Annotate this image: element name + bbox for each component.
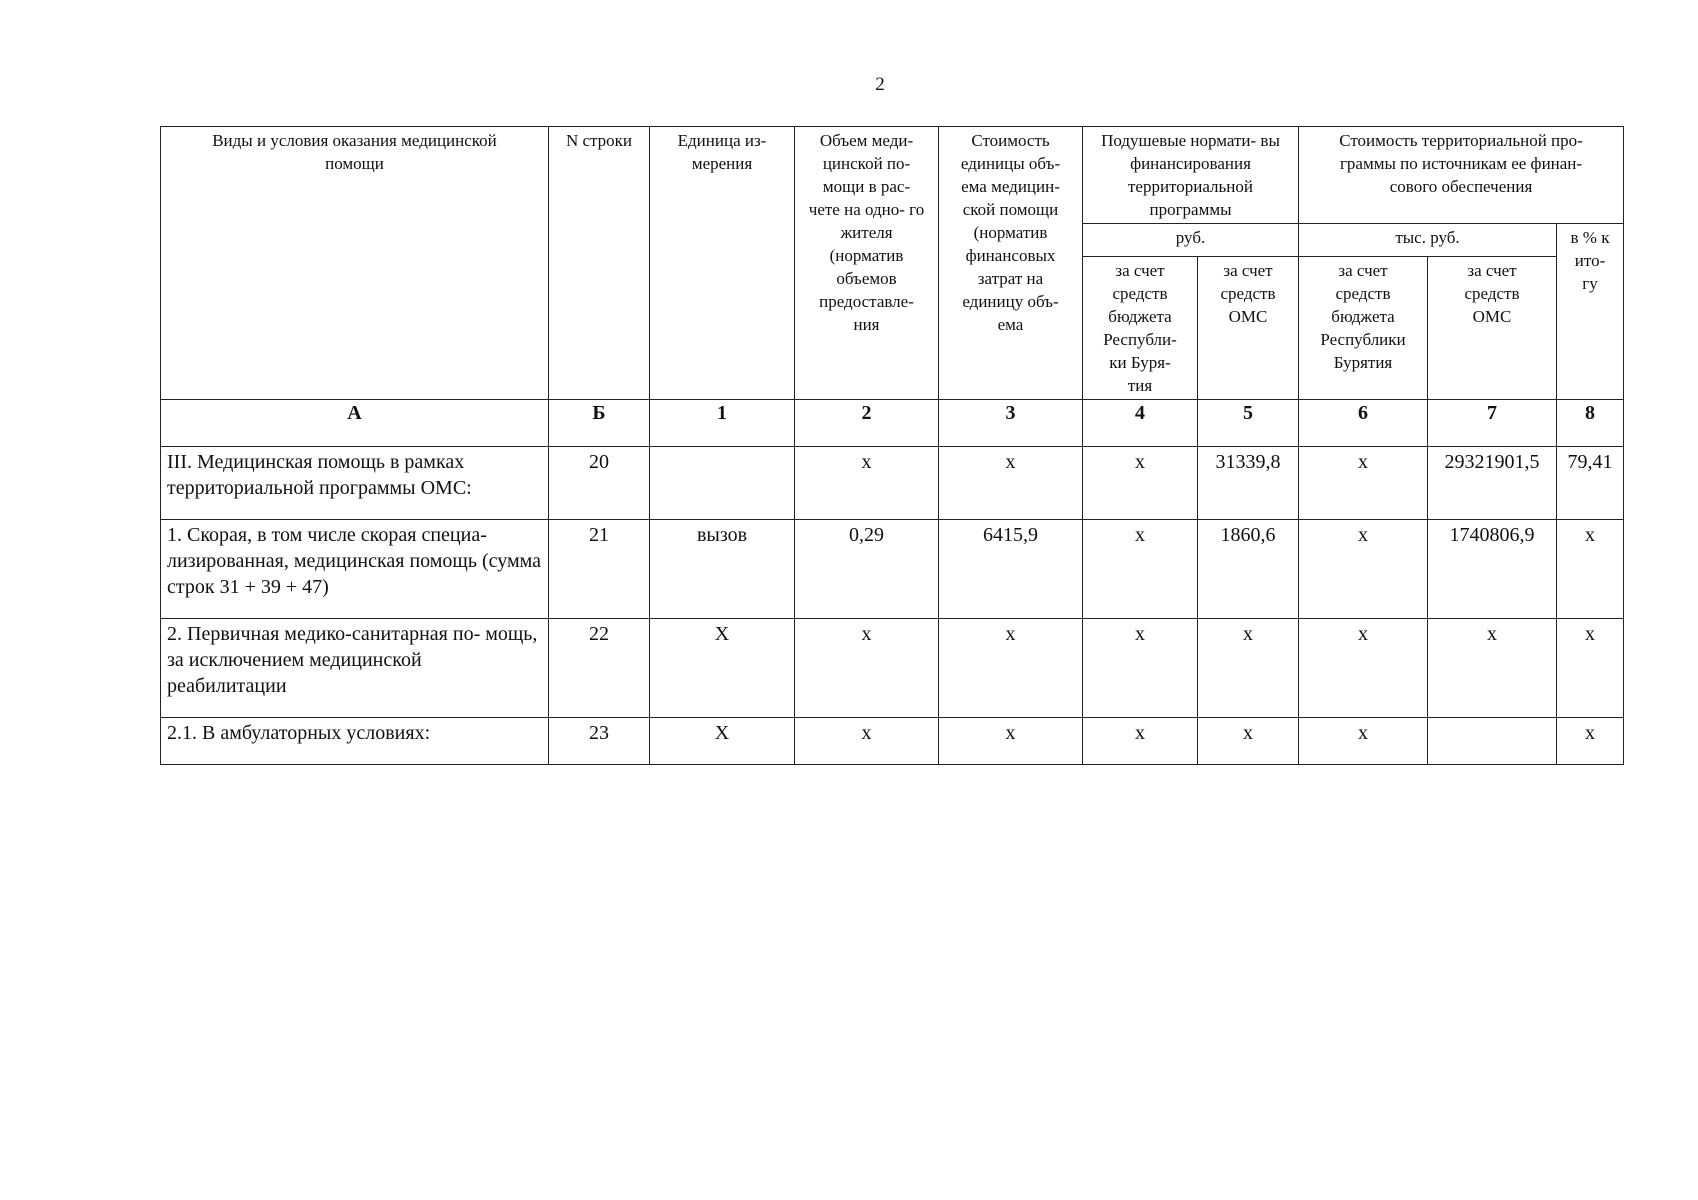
table-row: [161, 447, 1624, 520]
row-percent-total: x: [1557, 520, 1624, 619]
row-number: 21: [549, 520, 650, 619]
index-cell: 2: [795, 400, 939, 447]
index-cell: А: [161, 400, 549, 447]
row-oms-cost: 29321901,5: [1428, 447, 1557, 520]
header-types-conditions: Виды и условия оказания медицинской помощи: [161, 127, 549, 400]
row-name: 2. Первичная медико-санитарная по- мощь, за исключением медицинской реабилитации: [161, 619, 549, 718]
row-oms-per-capita: 1860,6: [1198, 520, 1299, 619]
header-budget-per-capita: за счет средств бюджета Республи- ки Буря- тия: [1083, 257, 1198, 400]
row-volume: x: [795, 619, 939, 718]
row-unit-cost: x: [939, 718, 1083, 765]
row-budget-per-capita: x: [1083, 447, 1198, 520]
index-cell: 8: [1557, 400, 1624, 447]
index-cell: 7: [1428, 400, 1557, 447]
header-unit-rub: руб.: [1083, 224, 1299, 257]
header-budget-cost: за счет средств бюджета Республики Бурятия: [1299, 257, 1428, 400]
header-unit-cost: Стоимость единицы объ- ема медицин- ской помощи (норматив финансовых затрат на единицу объ- ема: [939, 127, 1083, 400]
row-budget-cost: x: [1299, 619, 1428, 718]
row-percent-total: x: [1557, 619, 1624, 718]
index-cell: 4: [1083, 400, 1198, 447]
index-cell: Б: [549, 400, 650, 447]
header-volume: Объем меди- цинской по- мощи в рас- чете на одно- го жителя (норматив объемов предоставле- ния: [795, 127, 939, 400]
row-budget-cost: x: [1299, 718, 1428, 765]
header-cost-group: Стоимость территориальной про- граммы по источникам ее финан- сового обеспечения: [1299, 127, 1624, 224]
header-percent-total: в % к ито- гу: [1557, 224, 1624, 400]
row-unit-cost: x: [939, 447, 1083, 520]
financing-table: [160, 126, 1624, 765]
row-budget-cost: x: [1299, 447, 1428, 520]
page-number: 2: [875, 74, 885, 95]
row-budget-per-capita: x: [1083, 520, 1198, 619]
index-cell: 1: [650, 400, 795, 447]
row-percent-total: x: [1557, 718, 1624, 765]
table-row: [161, 619, 1624, 718]
header-per-capita-group: Подушевые нормати- вы финансирования территориальной программы: [1083, 127, 1299, 224]
row-name: 2.1. В амбулаторных условиях:: [161, 718, 549, 765]
row-unit: вызов: [650, 520, 795, 619]
row-budget-cost: x: [1299, 520, 1428, 619]
row-number: 20: [549, 447, 650, 520]
row-name: III. Медицинская помощь в рамках территориальной программы ОМС:: [161, 447, 549, 520]
row-oms-per-capita: x: [1198, 619, 1299, 718]
header-row-number: N строки: [549, 127, 650, 400]
row-volume: x: [795, 447, 939, 520]
row-oms-per-capita: 31339,8: [1198, 447, 1299, 520]
header-unit: Единица из- мерения: [650, 127, 795, 400]
row-number: 23: [549, 718, 650, 765]
row-oms-cost: 1740806,9: [1428, 520, 1557, 619]
column-index-row: [161, 400, 1624, 447]
index-cell: 3: [939, 400, 1083, 447]
row-unit: X: [650, 718, 795, 765]
row-volume: 0,29: [795, 520, 939, 619]
row-volume: x: [795, 718, 939, 765]
row-oms-per-capita: x: [1198, 718, 1299, 765]
header-unit-thousand-rub: тыс. руб.: [1299, 224, 1557, 257]
header-oms-per-capita: за счет средств ОМС: [1198, 257, 1299, 400]
row-budget-per-capita: x: [1083, 619, 1198, 718]
row-oms-cost: [1428, 718, 1557, 765]
header-oms-cost: за счет средств ОМС: [1428, 257, 1557, 400]
row-budget-per-capita: x: [1083, 718, 1198, 765]
index-cell: 6: [1299, 400, 1428, 447]
table-row: [161, 718, 1624, 765]
row-oms-cost: x: [1428, 619, 1557, 718]
row-percent-total: 79,41: [1557, 447, 1624, 520]
index-cell: 5: [1198, 400, 1299, 447]
row-number: 22: [549, 619, 650, 718]
row-unit: X: [650, 619, 795, 718]
row-unit-cost: 6415,9: [939, 520, 1083, 619]
row-name: 1. Скорая, в том числе скорая специа- лизированная, медицинская помощь (сумма строк 31 + 39 + 47): [161, 520, 549, 619]
table-row: [161, 520, 1624, 619]
row-unit-cost: x: [939, 619, 1083, 718]
row-unit: [650, 447, 795, 520]
